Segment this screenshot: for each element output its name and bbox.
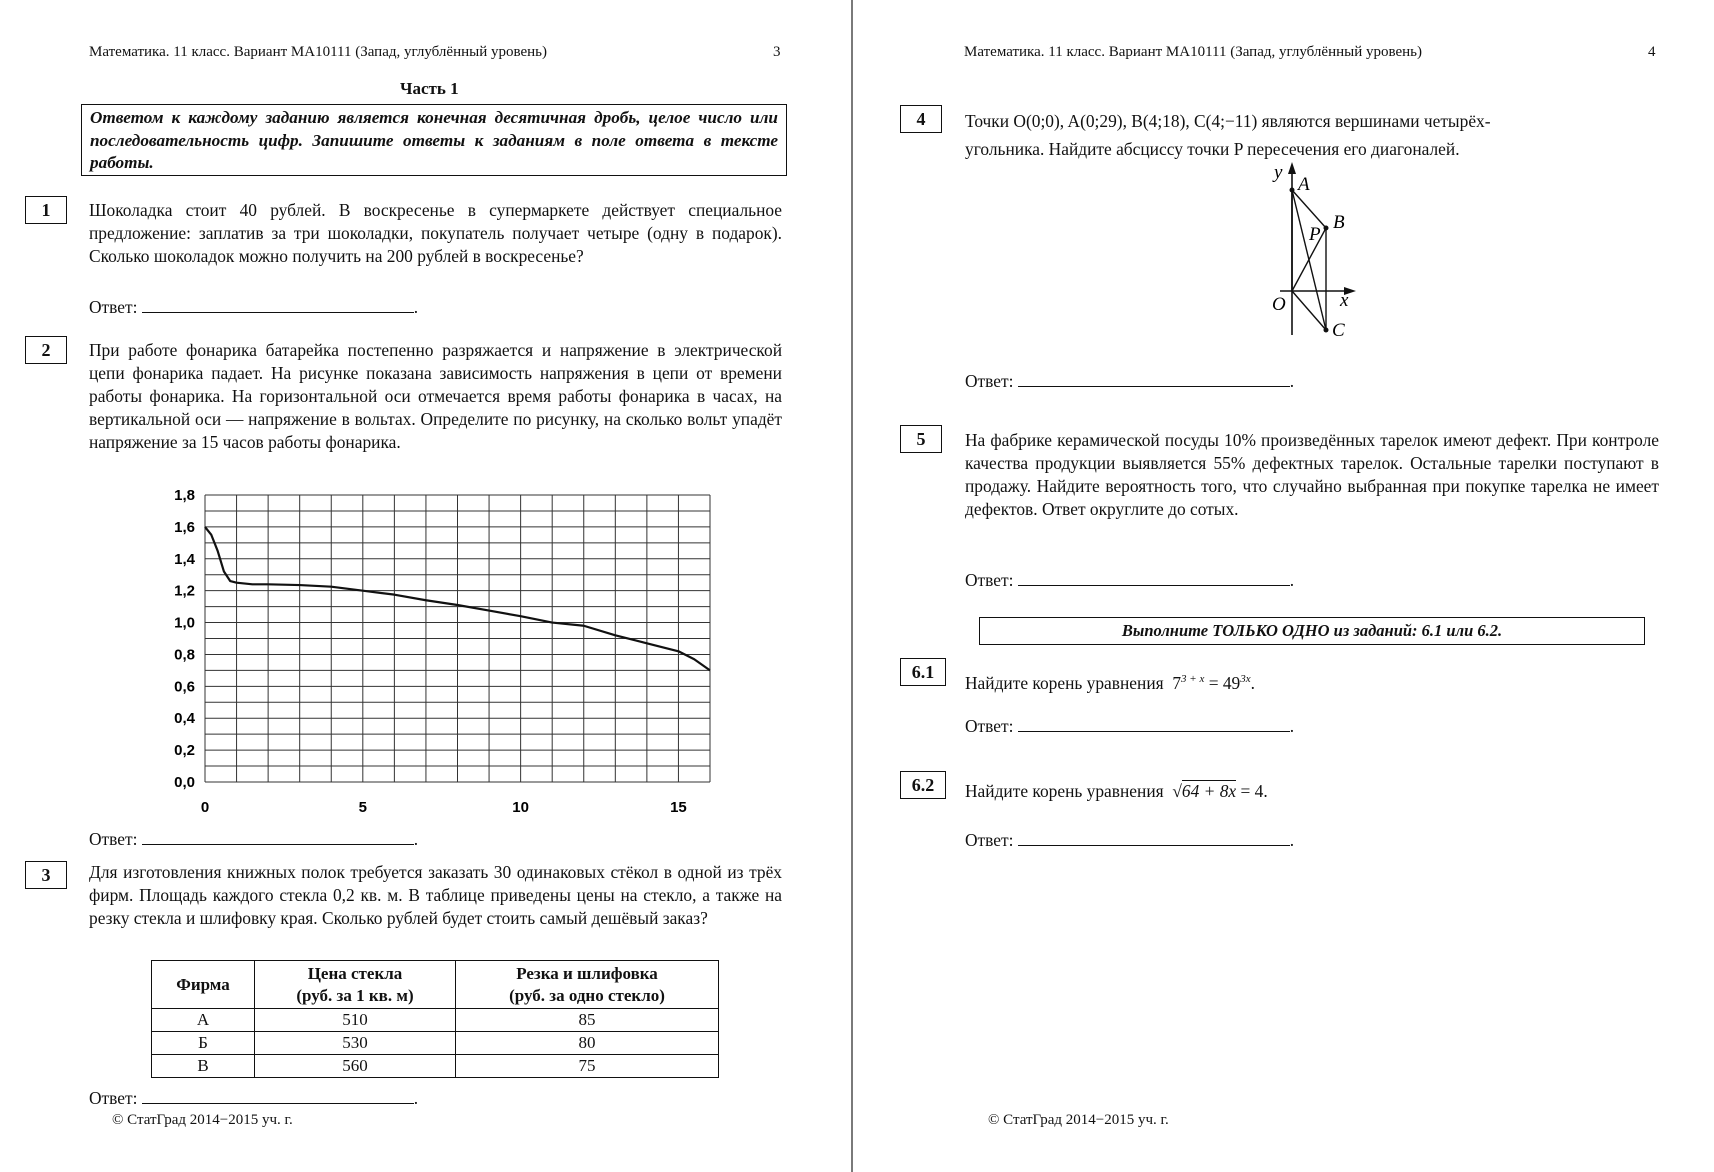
label-x: x: [1340, 290, 1349, 311]
cell-firm: Б: [152, 1032, 255, 1055]
y-tick-label: 1,0: [174, 614, 195, 632]
point-B: [1324, 226, 1329, 231]
y-axis-arrow: [1288, 162, 1296, 174]
task-5-answer[interactable]: [965, 570, 1294, 591]
header-firm: Фирма: [152, 961, 255, 1009]
eq-exponent-1: 3 + x: [1181, 673, 1205, 685]
right-page-header: Математика. 11 класс. Вариант МА10111 (Запад, углублённый уровень): [964, 44, 1422, 60]
table-row: [152, 1055, 719, 1078]
header-price: [255, 961, 456, 1009]
label-A: A: [1298, 174, 1310, 195]
answer-label: Ответ:: [965, 371, 1014, 391]
task-1-answer[interactable]: [89, 297, 418, 318]
y-tick-label: 0,0: [174, 774, 195, 791]
table-header-row: [152, 961, 719, 1009]
answer-field[interactable]: [1018, 570, 1290, 586]
answer-field[interactable]: [142, 297, 414, 313]
answer-field[interactable]: [1018, 830, 1290, 846]
answer-label: Ответ:: [965, 570, 1014, 590]
task-number-6-2: 6.2: [900, 771, 946, 799]
answer-label: Ответ:: [965, 830, 1014, 850]
right-copyright: © СтатГрад 2014−2015 уч. г.: [988, 1112, 1169, 1128]
y-tick-label: 1,2: [174, 582, 195, 600]
answer-field[interactable]: [1018, 371, 1290, 387]
task-6-2-answer[interactable]: [965, 830, 1294, 851]
table-row: [152, 1009, 719, 1032]
x-tick-label: 0: [200, 799, 210, 816]
header-price-line1: Цена стекла: [307, 963, 403, 983]
task-6-1-text: [965, 668, 1255, 695]
task-5-text: На фабрике керамической посуды 10% произведённых тарелок имеют дефект. При контроле качества продукции выявляется 55% дефектных тарелок. Остальные тарелки поступают в продажу. Найдите вероятность того, что случайно выбранная при покупке тарелка не имеет дефектов. Ответ округлите до сотых.: [965, 430, 1659, 519]
task-2-text: При работе фонарика батарейка постепенно разряжается и напряжение в электрической цепи фонарика падает. На рисунке показана зависимость напряжения в цепи от времени работы фонарика. На горизонтальной оси отмечается время работы фонарика в часах, на вертикальной оси — напряжение в вольтах. Определите по рисунку, на сколько вольт упадёт напряжение за 15 часов работы фонарика.: [89, 340, 782, 452]
task-number-2: 2: [25, 336, 67, 364]
y-tick-label: 0,4: [174, 710, 195, 728]
answer-label: Ответ:: [89, 297, 138, 317]
task-number-5: 5: [900, 425, 942, 453]
choose-one-banner: Выполните ТОЛЬКО ОДНО из заданий: 6.1 или 6.2.: [979, 617, 1645, 645]
label-B: B: [1333, 212, 1345, 233]
task-4-text-line1: Точки O(0;0), A(0;29), B(4;18), C(4;−11) являются вершинами четырёх-: [965, 111, 1491, 131]
task-1-text: Шоколадка стоит 40 рублей. В воскресенье в супермаркете действует специальное предложение: заплатив за три шоколадки, покупатель получает четыре (одну в подарок). Сколько шоколадок можно получить на 200 рублей в воскресенье?: [89, 200, 782, 266]
task-3-text: Для изготовления книжных полок требуется заказать 30 одинаковых стёкол в одной из трёх фирм. Площадь каждого стекла 0,2 кв. м. В таблице приведены цены на стекло, а также на резку стекла и шлифовку края. Сколько рублей будет стоить самый дешёвый заказ?: [89, 862, 782, 928]
cell-cut: 85: [456, 1009, 719, 1032]
answer-period: .: [1289, 570, 1295, 590]
part-title: Часть 1: [400, 79, 459, 98]
task-4-answer[interactable]: [965, 371, 1294, 392]
x-tick-label: 10: [512, 799, 529, 816]
header-cut-line1: Резка и шлифовка: [516, 963, 658, 983]
cell-price: 510: [255, 1009, 456, 1032]
instructions-box: Ответом к каждому заданию является конечная десятичная дробь, целое число или последовательность цифр. Запишите ответы к заданиям в поле ответа в тексте работы.: [81, 104, 787, 176]
y-tick-label: 1,8: [174, 487, 195, 504]
table-row: [152, 1032, 719, 1055]
answer-field[interactable]: [142, 1088, 414, 1104]
answer-period: .: [1289, 716, 1295, 736]
eq-radicand: 64 + 8x: [1181, 781, 1237, 801]
task-3-answer[interactable]: [89, 1088, 418, 1109]
answer-period: .: [1289, 830, 1295, 850]
header-cut: [456, 961, 719, 1009]
sqrt-sign: √: [1172, 781, 1182, 801]
x-tick-label: 5: [358, 799, 367, 816]
eq-exponent-2: 3x: [1240, 673, 1251, 685]
x-tick-label: 15: [670, 799, 687, 816]
page-divider: [851, 0, 853, 1172]
label-C: C: [1332, 320, 1345, 341]
answer-field[interactable]: [142, 829, 414, 845]
y-tick-label: 0,8: [174, 646, 195, 664]
cell-cut: 80: [456, 1032, 719, 1055]
eq-rhs: = 49: [1204, 672, 1241, 693]
left-page-number: 3: [773, 44, 781, 60]
eq-end: .: [1250, 672, 1256, 693]
left-copyright: © СтатГрад 2014−2015 уч. г.: [112, 1112, 293, 1128]
header-cut-line2: (руб. за одно стекло): [509, 985, 665, 1005]
cell-price: 560: [255, 1055, 456, 1078]
answer-label: Ответ:: [89, 1088, 138, 1108]
task-6-2-prompt: Найдите корень уравнения: [965, 781, 1164, 801]
task-2-answer[interactable]: [89, 829, 418, 850]
label-O: O: [1272, 294, 1286, 315]
answer-period: .: [1289, 371, 1295, 391]
equation-6-2: [1168, 780, 1268, 801]
task-6-2-text: [965, 780, 1268, 803]
y-tick-label: 1,6: [174, 518, 195, 536]
label-P: P: [1309, 224, 1321, 245]
task-number-3: 3: [25, 861, 67, 889]
task-number-6-1: 6.1: [900, 658, 946, 686]
header-price-line2: (руб. за 1 кв. м): [296, 985, 414, 1005]
voltage-chart: [150, 485, 720, 820]
task-6-1-prompt: Найдите корень уравнения: [965, 672, 1164, 693]
point-C: [1324, 328, 1329, 333]
equation-6-1: [1168, 673, 1255, 693]
y-tick-label: 0,6: [174, 678, 195, 696]
cell-cut: 75: [456, 1055, 719, 1078]
eq-rhs: = 4.: [1236, 781, 1268, 801]
task-6-1-answer[interactable]: [965, 716, 1294, 737]
answer-field[interactable]: [1018, 716, 1290, 732]
cell-firm: А: [152, 1009, 255, 1032]
price-table: [151, 960, 719, 1078]
cell-firm: В: [152, 1055, 255, 1078]
answer-period: .: [413, 1088, 419, 1108]
answer-label: Ответ:: [965, 716, 1014, 736]
point-A: [1290, 188, 1295, 193]
answer-label: Ответ:: [89, 829, 138, 849]
task-number-1: 1: [25, 196, 67, 224]
task-number-4: 4: [900, 105, 942, 133]
cell-price: 530: [255, 1032, 456, 1055]
answer-period: .: [413, 297, 419, 317]
task-4-text-line2: угольника. Найдите абсциссу точки P пересечения его диагоналей.: [965, 139, 1460, 159]
left-page-header: Математика. 11 класс. Вариант МА10111 (Запад, углублённый уровень): [89, 44, 547, 60]
right-page-number: 4: [1648, 44, 1656, 60]
quadrilateral-figure: [1260, 160, 1360, 345]
eq-base: 7: [1172, 672, 1182, 693]
y-tick-label: 1,4: [174, 550, 195, 568]
y-tick-label: 0,2: [174, 742, 195, 760]
label-y: y: [1274, 162, 1283, 183]
answer-period: .: [413, 829, 419, 849]
